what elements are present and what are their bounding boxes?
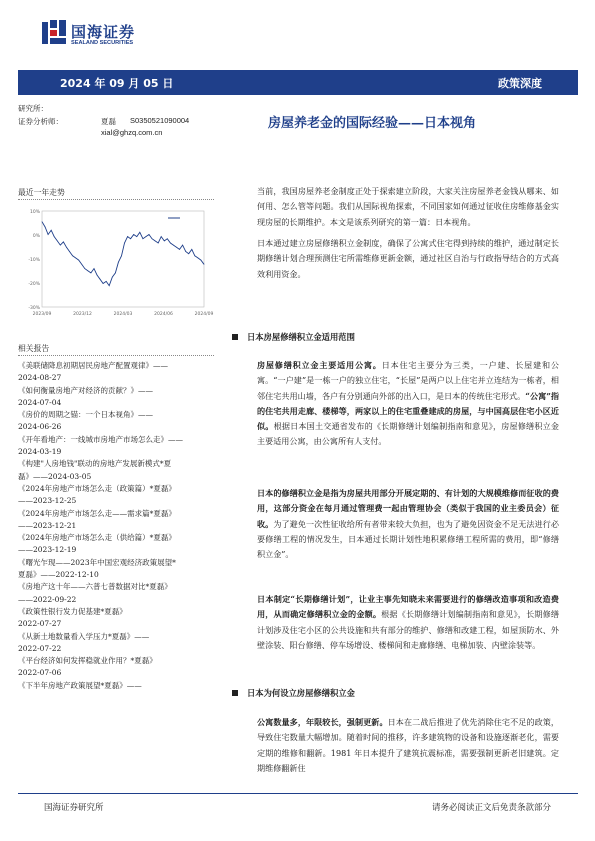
y-tick-label: 0%	[32, 234, 40, 239]
y-tick-label: -30%	[28, 306, 40, 311]
data-point	[100, 279, 101, 280]
paragraph-text: 为了避免一次性征收给所有者带来较大负担，也为了避免因资金不足无法进行必要修缮工程的情况发生，日本通过长期计划性地积累修缮工程所需的费用，即“修缮积立金”。	[257, 518, 559, 560]
data-point	[149, 234, 150, 235]
related-report-date: 2024-07-04	[18, 397, 62, 407]
section-heading	[232, 331, 355, 343]
x-tick-label: 2023/12	[73, 312, 92, 317]
paragraph-lead: 日本制定“长期修缮计划”，让业主事先知晓未来需要进行的修缮改造事项和改造费用，从而确定修缮积立金的金额。	[257, 594, 559, 620]
section-title: 日本为何设立房屋修缮积立金	[247, 688, 355, 698]
related-report-title[interactable]: 《美联储降息初期居民房地产配置观律》——	[18, 361, 168, 370]
data-point	[51, 230, 52, 231]
x-tick-label: 2024/09	[194, 312, 214, 317]
related-report-title[interactable]: 《房地产这十年——六普七普数据对比*夏磊》	[18, 582, 172, 592]
related-report-title[interactable]: 《政策性银行发力促基建*夏磊》	[18, 606, 127, 616]
related-report-title[interactable]: 《曙光乍现——2023年中国宏观经济政策展望*	[18, 557, 176, 567]
data-point	[112, 277, 113, 278]
data-point	[130, 238, 131, 239]
related-report-title[interactable]: 《2024年房地产市场怎么走（政策篇）*夏磊》	[18, 483, 176, 493]
related-report-date: 2022-07-22	[18, 643, 62, 653]
data-point	[124, 243, 125, 244]
researcher-label: 研究所：	[18, 104, 48, 113]
data-point	[97, 275, 98, 276]
y-tick-label: -10%	[28, 258, 40, 263]
data-point	[106, 281, 107, 282]
data-point	[155, 241, 156, 242]
analyst-name: 夏磊	[101, 117, 116, 126]
report-type: 政策深度	[498, 77, 542, 90]
related-report-date: 2022-07-27	[18, 619, 62, 629]
divider	[18, 355, 214, 356]
related-report-title[interactable]: 《构建"人房地钱"联动的房地产发展新模式*夏	[18, 459, 172, 469]
related-report-title[interactable]: 《开年看地产：一线城市房地产市场怎么走》——	[18, 434, 183, 444]
paragraph-lead: 日本的修缮积立金是指为房屋共用部分开展定期的、有计划的大规模维修而征收的费用，这部分资金在每月通过管理费一起由管理协会（类似于我国的业主委员会）征收。	[257, 488, 559, 529]
section-heading	[232, 687, 355, 699]
paragraph	[257, 715, 559, 776]
data-point	[60, 245, 61, 246]
related-heading: 相关报告	[18, 344, 50, 353]
section-title: 日本房屋修缮积立金适用范围	[247, 332, 355, 342]
data-point	[78, 260, 79, 261]
related-report-date: ——2022-09-22	[18, 594, 77, 604]
trend-chart-svg	[18, 203, 214, 321]
brand-name-cn: 国海证券	[71, 23, 136, 41]
summary-paragraph: 日本通过建立房屋修缮积立金制度，确保了公寓式住宅得到持续的维护，通过制定长期修缮计划合理预测住宅所需维修更新金额，通过社区自治与行政指导结合的方式高效利用资金。	[257, 238, 559, 279]
data-point	[109, 285, 110, 286]
paragraph	[257, 486, 559, 562]
intro-paragraph: 当前，我国房屋养老金制度正处于探索建立阶段，大家关注房屋养老金钱从哪来、如何用、怎么管等问题。我们从国际视角探索，不同国家如何通过征收住房维修基金实现房屋的长期维护。本文是该系列研究的第一篇：日本视角。	[257, 186, 559, 227]
data-point	[143, 238, 144, 239]
related-report-title[interactable]: 《如何衡量房地产对经济的贡献？》——	[18, 385, 153, 395]
related-report-date: 2024-06-26	[18, 422, 62, 432]
footer-disclaimer: 请务必阅读正文后免责条款部分	[431, 803, 551, 813]
paragraph	[257, 358, 559, 450]
related-report-date: ——2023-12-21	[18, 520, 77, 530]
chart-frame	[42, 211, 204, 307]
data-point	[133, 234, 134, 235]
paragraph-text: 根据《长期修缮计划编制指南和意见》，长期修缮计划涉及住宅小区的公共设施和共有部分的维护、修缮和改建工程，如屋顶防水、外壁涂装、阳台修缮、停车场增设、楼梯间和走廊修缮、电梯加装、内壁涂装等。	[257, 609, 559, 650]
paragraph-emphasis: “公寓”指的住宅共用走廊、楼梯等，两家以上的住宅重叠建成的房屋，与中国高层住宅小区近似。	[257, 390, 559, 432]
data-point	[87, 270, 88, 271]
data-point	[45, 227, 46, 228]
data-point	[182, 245, 183, 246]
data-point	[167, 238, 168, 239]
y-tick-label: -20%	[28, 282, 40, 287]
data-point	[84, 268, 85, 269]
data-point	[136, 236, 137, 237]
x-tick-label: 2024/06	[154, 312, 173, 317]
data-point	[161, 236, 162, 237]
data-point	[103, 283, 104, 284]
data-point	[139, 232, 140, 233]
series-line	[42, 222, 204, 286]
related-report-date: ——2023-12-25	[18, 496, 77, 506]
sealand-logo-icon	[42, 20, 66, 46]
related-report-date: 2024-08-27	[18, 373, 62, 383]
data-point	[188, 253, 189, 254]
data-point	[127, 236, 128, 237]
related-report-title[interactable]: 《下半年房地产政策展望*夏磊》——	[18, 680, 142, 690]
data-point	[69, 251, 70, 252]
data-point	[164, 241, 165, 242]
data-point	[66, 247, 67, 248]
data-point	[179, 249, 180, 250]
trend-heading: 最近一年走势	[18, 188, 65, 197]
related-report-title[interactable]: 《2024年房地产市场怎么走（供给篇）*夏磊》	[18, 533, 176, 543]
x-tick-label: 2023/09	[32, 312, 52, 317]
data-point	[121, 255, 122, 256]
data-point	[72, 255, 73, 256]
data-point	[158, 243, 159, 244]
data-point	[63, 242, 64, 243]
related-report-title[interactable]: 《平台经济如何发挥稳就业作用？*夏磊》	[18, 656, 157, 666]
data-point	[170, 243, 171, 244]
data-point	[42, 221, 43, 222]
data-point	[201, 260, 202, 261]
related-report-title[interactable]: 《房价的周期之锚：一个日本视角》——	[18, 410, 153, 420]
data-point	[75, 258, 76, 259]
data-point	[57, 241, 58, 242]
data-point	[115, 273, 116, 274]
footer-left: 国海证券研究所	[44, 803, 104, 813]
data-point	[204, 264, 205, 265]
data-point	[152, 238, 153, 239]
related-report-title[interactable]: 《2024年房地产市场怎么走——需求篇*夏磊》	[18, 508, 176, 518]
analyst-id: S0350521090004	[130, 116, 190, 125]
bullet-square-icon	[232, 690, 238, 696]
y-tick-label: 10%	[29, 210, 40, 215]
related-report-title[interactable]: 《从新土地数量看入学压力*夏磊》——	[18, 631, 150, 641]
data-point	[81, 264, 82, 265]
related-report-date: 2022-07-06	[18, 668, 62, 678]
analyst-label: 证券分析师：	[18, 117, 63, 126]
paragraph	[257, 592, 559, 653]
brand-logo	[42, 20, 162, 50]
data-point	[191, 249, 192, 250]
data-point	[176, 247, 177, 248]
related-report-date: 磊》——2024-03-05	[18, 471, 92, 481]
data-point	[194, 255, 195, 256]
divider	[18, 199, 214, 200]
data-point	[118, 262, 119, 263]
data-point	[146, 236, 147, 237]
header-banner	[18, 70, 578, 95]
x-tick-label: 2024/03	[113, 312, 133, 317]
paragraph-text: 根据日本国土交通省发布的《长期修缮计划编制指南和意见》，房屋修缮积立金主要适用公寓，由公寓所有人支付。	[257, 421, 559, 447]
paragraph-text: 日本住宅主要分为三类，一户建、长屋建和公寓。“一户建”是一栋一户的独立住宅，“长屋”是两户以上住宅并立连结为一栋者，相邻住宅共用山墙，各户有分别通向外部的出入口，是日本的传统住宅形式。	[257, 360, 559, 401]
report-date: 2024 年 09 月 05 日	[60, 77, 174, 90]
paragraph-lead: 房屋修缮积立金主要适用公寓。	[257, 360, 382, 370]
related-report-date: 夏磊》——2022-12-10	[18, 570, 99, 580]
data-point	[185, 251, 186, 252]
bullet-square-icon	[232, 334, 238, 340]
data-point	[173, 245, 174, 246]
page-title: 房屋养老金的国际经验——日本视角	[268, 116, 477, 131]
analyst-email[interactable]: xial@ghzq.com.cn	[101, 128, 163, 137]
related-report-date: ——2023-12-19	[18, 545, 77, 555]
data-point	[48, 234, 49, 235]
brand-name-en: SEALAND SECURITIES	[71, 40, 134, 46]
paragraph-lead: 公寓数量多，年限较长，强制更新。	[257, 717, 388, 727]
data-point	[54, 236, 55, 237]
related-report-date: 2024-03-19	[18, 447, 62, 457]
trend-chart	[18, 203, 214, 321]
data-point	[198, 258, 199, 259]
data-point	[91, 273, 92, 274]
footer-divider	[18, 793, 578, 794]
related-reports-list	[18, 360, 216, 692]
paragraph-text: 日本在二战后推进了优先消除住宅不足的政策，导致住宅数量大幅增加。随着时间的推移，许多建筑物的设备和设施逐渐老化，需要定期的维修和翻新。1981 年日本提升了建筑抗震标准，需要强制更新老旧建筑。定期维修翻新住	[257, 717, 559, 773]
data-point	[94, 268, 95, 269]
